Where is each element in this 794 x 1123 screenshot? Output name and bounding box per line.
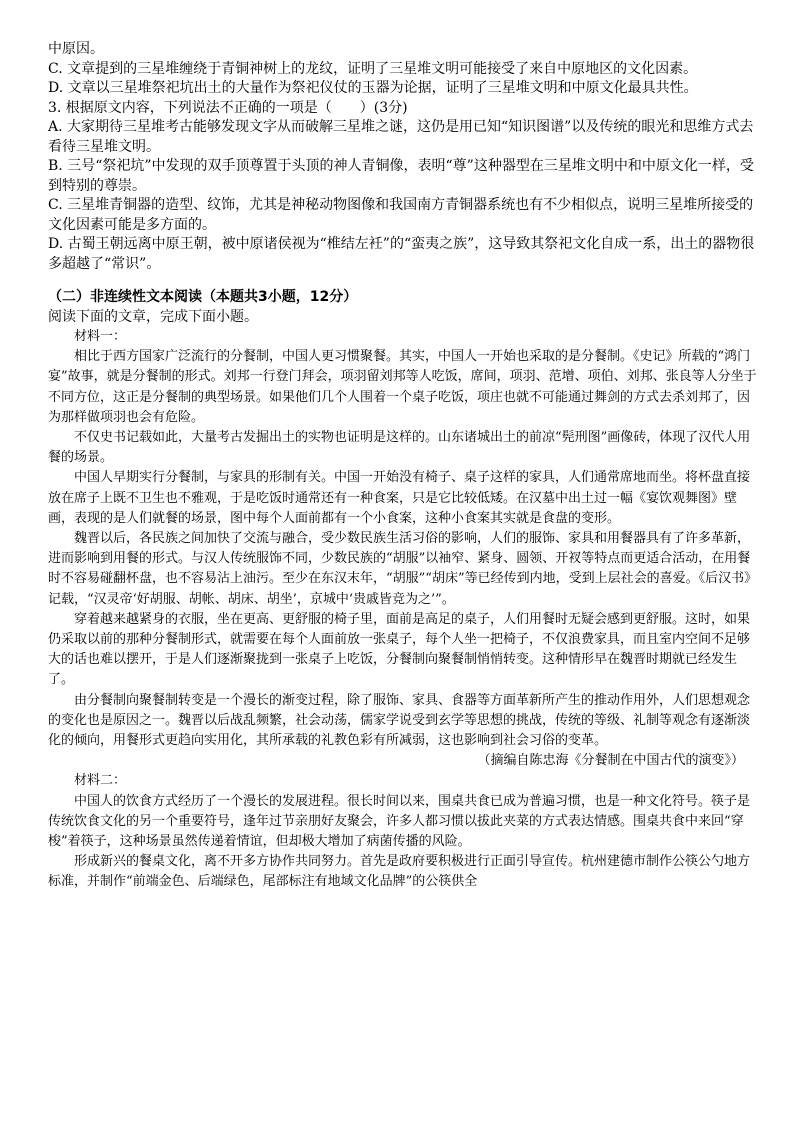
material1-source: （摘编自陈忠海《分餐制在中国古代的演变》） [477,753,744,769]
material2-label: 材料二： [74,773,127,789]
material1-paragraph-6: 由分餐制向聚餐制转变是一个漫长的渐变过程，除了服饰、家具、食器等方面革新所产生的推动作用外，人们思想观念的变化也是原因之一。魏晋以后战乱频繁，社会动荡，儒家学说受到玄学等思想的挑战，传统的等级、礼制等观念有逐渐淡化的倾向，用餐形式更趋向实用化，其所承载的礼教色彩有所减弱，这也影响到社会习俗的变革。 [48,692,751,749]
section-title: （二）非连续性文本阅读（本题共3小题，12分） [48,289,358,305]
q2-option-d: D. 文章以三星堆祭祀坑出土的大量作为祭祀仪仗的玉器为论据，证明了三星堆文明和中原文化最具共性。 [48,80,698,96]
q3-option-a: A. 大家期待三星堆考古能够发现文字从而破解三星堆之谜，这仍是用已知“知识图谱”以及传统的眼光和思维方式去看待三星堆文明。 [48,119,754,155]
material1-paragraph-2: 不仅史书记载如此，大量考古发掘出土的实物也证明是这样的。山东诸城出土的前凉“髡刑图”画像砖，体现了汉代人用餐的场景。 [48,430,751,466]
material1-paragraph-5: 穿着越来越紧身的衣服，坐在更高、更舒服的椅子里，面前是高足的桌子，人们用餐时无疑会感到更舒服。这时，如果仍采取以前的那种分餐制形式，就需要在每个人面前放一张桌子，每个人坐一把椅子，不仅浪费家具，而且室内空间不足够大的话也难以摆开，于是人们逐渐聚拢到一张桌子上吃饭，分餐制向聚餐制悄悄转变。这种情形早在魏晋时期就已经发生了。 [48,611,751,688]
material2-paragraph-2: 形成新兴的餐桌文化，离不开多方协作共同努力。首先是政府要积极进行正面引导宣传。杭州建德市制作公筷公勺地方标准，并制作“前端金色、后端绿色，尾部标注有地域文化品牌”的公筷供全 [48,854,751,890]
material1-label: 材料一： [74,329,127,344]
q3-option-b: B. 三号“祭祀坑”中发现的双手顶尊置于头顶的神人青铜像，表明“尊”这种器型在三星堆文明中和中原文化一样，受到特别的尊崇。 [48,158,754,194]
q3-stem: 3. 根据原文内容，下列说法不正确的一项是（ ）(3分) [48,99,408,116]
q3-option-c: C. 三星堆青铜器的造型、纹饰，尤其是神秘动物图像和我国南方青铜器系统也有不少相似点，说明三星堆所接受的文化因素可能是多方面的。 [48,197,754,233]
material1-paragraph-1: 相比于西方国家广泛流行的分餐制，中国人更习惯聚餐。其实，中国人一开始也采取的是分餐制。《史记》所载的“鸿门宴”故事，就是分餐制的形式。刘邦一行登门拜会，项羽留刘邦等人吃饭，席间，项羽、范增、项伯、刘邦、张良等人分坐于不同方位，这正是分餐制的典型场景。如果他们几个人围着一个桌子吃饭，项庄也就不可能通过舞剑的方式去杀刘邦了，因为那样做项羽也会有危险。 [48,349,757,425]
section-instruction: 阅读下面的文章，完成下面小题。 [48,308,258,325]
q3-option-d: D. 古蜀王朝远离中原王朝，被中原诸侯视为“椎结左衽”的“蛮夷之族”，这导致其祭祀文化自成一系，出土的器物很多超越了“常识”。 [48,236,755,272]
material1-paragraph-4: 魏晋以后，各民族之间加快了交流与融合，受少数民族生活习俗的影响，人们的服饰、家具和用餐器具有了许多革新，进而影响到用餐的形式。与汉人传统服饰不同，少数民族的“胡服”以袖窄、紧身、圆领、开衩等特点而更适合活动，在用餐时不容易碰翻杯盘，也不容易沾上油污。至少在东汉末年，“胡服”“胡床”等已经传到内地，受到上层社会的喜爱。《后汉书》记载，“汉灵帝‘好胡服、胡帐、胡床、胡坐’，京城中‘贵戚皆竞为之’”。 [48,531,758,607]
q2-option-c: C. 文章提到的三星堆缠绕于青铜神树上的龙纹，证明了三星堆文明可能接受了来自中原地区的文化因素。 [48,60,698,77]
exam-page [48,40,760,893]
material2-paragraph-1: 中国人的饮食方式经历了一个漫长的发展进程。很长时间以来，围桌共食已成为普遍习惯，也是一种文化符号。筷子是传统饮食文化的另一个重要符号，逢年过节亲朋好友聚会，许多人都习惯以拔此夹菜的方式表达情感。围桌共食中来回“穿梭”着筷子，这种场景虽然传递着情谊，但却极大增加了病菌传播的风险。 [48,793,751,850]
material1-paragraph-3: 中国人早期实行分餐制，与家具的形制有关。中国一开始没有椅子、桌子这样的家具，人们通常席地而坐。将杯盘直接放在席子上既不卫生也不雅观，于是吃饭时通常还有一种食案，只是它比较低矮。在汉墓中出土过一幅《宴饮观舞图》壁画，表现的是人们就餐的场景，图中每个人面前都有一个小食案，这种小食案其实就是食盘的变形。 [48,470,751,526]
q2-option-tail: 中原因。 [48,41,104,57]
